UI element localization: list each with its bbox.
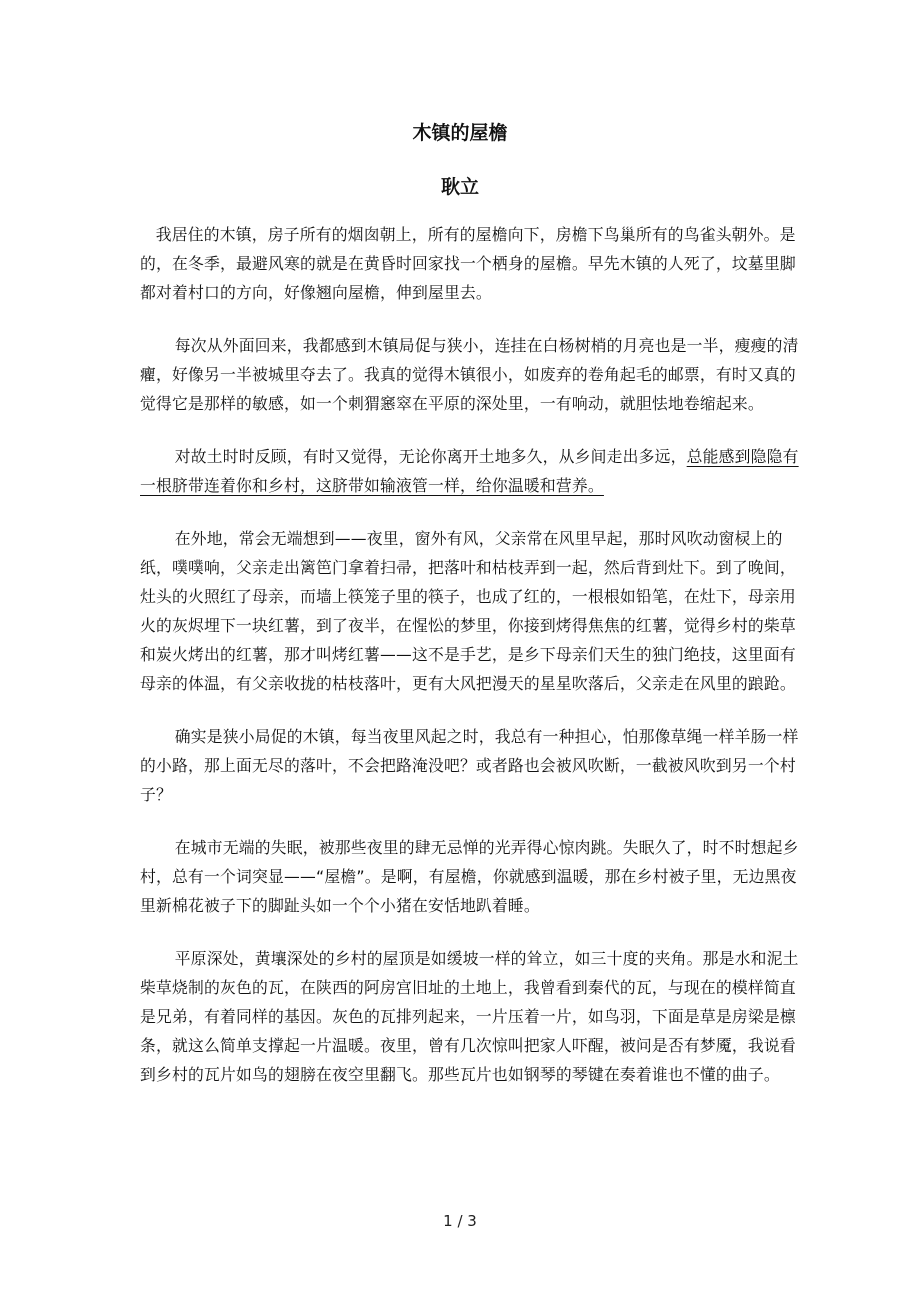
page-number: 1 / 3 [443,1212,477,1230]
paragraph-4: 在外地，常会无端想到——夜里，窗外有风，父亲常在风里早起，那时风吹动窗棂上的纸，噗噗响，父亲走出篱笆门拿着扫帚，把落叶和枯枝弄到一起，然后背到灶下。到了晚间，灶头的火照红了母亲，而墙上筷笼子里的筷子，也成了红的，一根根如铅笔，在灶下，母亲用火的灰烬埋下一块红薯，到了夜半，在惺忪的梦里，你接到烤得焦焦的红薯，觉得乡村的柴草和炭火烤出的红薯，那才叫烤红薯——这不是手艺，是乡下母亲们天生的独门绝技，这里面有母亲的体温，有父亲收拢的枯枝落叶，更有大风把漫天的星星吹落后，父亲走在风里的踉跄。 [140,529,796,693]
paragraph-3-highlight [140,442,800,500]
document-title: 木镇的屋檐 [412,122,508,144]
paragraph-2: 每次从外面回来，我都感到木镇局促与狭小，连挂在白杨树梢的月亮也是一半，瘦瘦的清癯，好像另一半被城里夺去了。我真的觉得木镇很小，如废弃的卷角起毛的邮票，有时又真的觉得它是那样的敏感，如一个刺猬窸窣在平原的深处里，一有响动，就胆怯地卷缩起来。 [140,336,799,413]
document-body [140,220,800,1113]
paragraph-3-underlined-text: 总能感到隐隐有一根脐带连着你和乡村，这脐带如输液管一样，给你温暖和营养。 [140,447,799,495]
author-name: 耿立 [440,176,479,198]
paragraph-5: 确实是狭小局促的木镇，每当夜里风起之时，我总有一种担心，怕那像草绳一样羊肠一样的小路，那上面无尽的落叶，不会把路淹没吧？或者路也会被风吹断，一截被风吹到另一个村子？ [140,727,799,804]
paragraph-3-prefix: 对故土时时反顾，有时又觉得，无论你离开土地多久，从乡间走出多远， [174,447,687,466]
paragraph-7: 平原深处，黄壤深处的乡村的屋顶是如缓坡一样的耸立，如三十度的夹角。那是水和泥土柴草烧制的灰色的瓦，在陕西的阿房宫旧址的土地上，我曾看到秦代的瓦，与现在的模样简直是兄弟，有着同样的基因。灰色的瓦排列起来，一片压着一片，如鸟羽，下面是草是房梁是檩条，就这么简单支撑起一片温暖。夜里，曾有几次惊叫把家人吓醒，被问是否有梦魇，我说看到乡村的瓦片如鸟的翅膀在夜空里翻飞。那些瓦片也如钢琴的琴键在奏着谁也不懂的曲子。 [140,949,799,1084]
paragraph-6: 在城市无端的失眠，被那些夜里的肆无忌惮的光弄得心惊肉跳。失眠久了，时不时想起乡村，总有一个词突显——“屋檐”。是啊，有屋檐，你就感到温暖，那在乡村被子里，无边黑夜里新棉花被子下的脚趾头如一个个小猪在安恬地趴着睡。 [140,838,799,915]
paragraph-1: 我居住的木镇，房子所有的烟囱朝上，所有的屋檐向下，房檐下鸟巢所有的鸟雀头朝外。是的，在冬季，最避风寒的就是在黄昏时回家找一个栖身的屋檐。早先木镇的人死了，坟墓里脚都对着村口的方向，好像翘向屋檐，伸到屋里去。 [140,225,796,302]
